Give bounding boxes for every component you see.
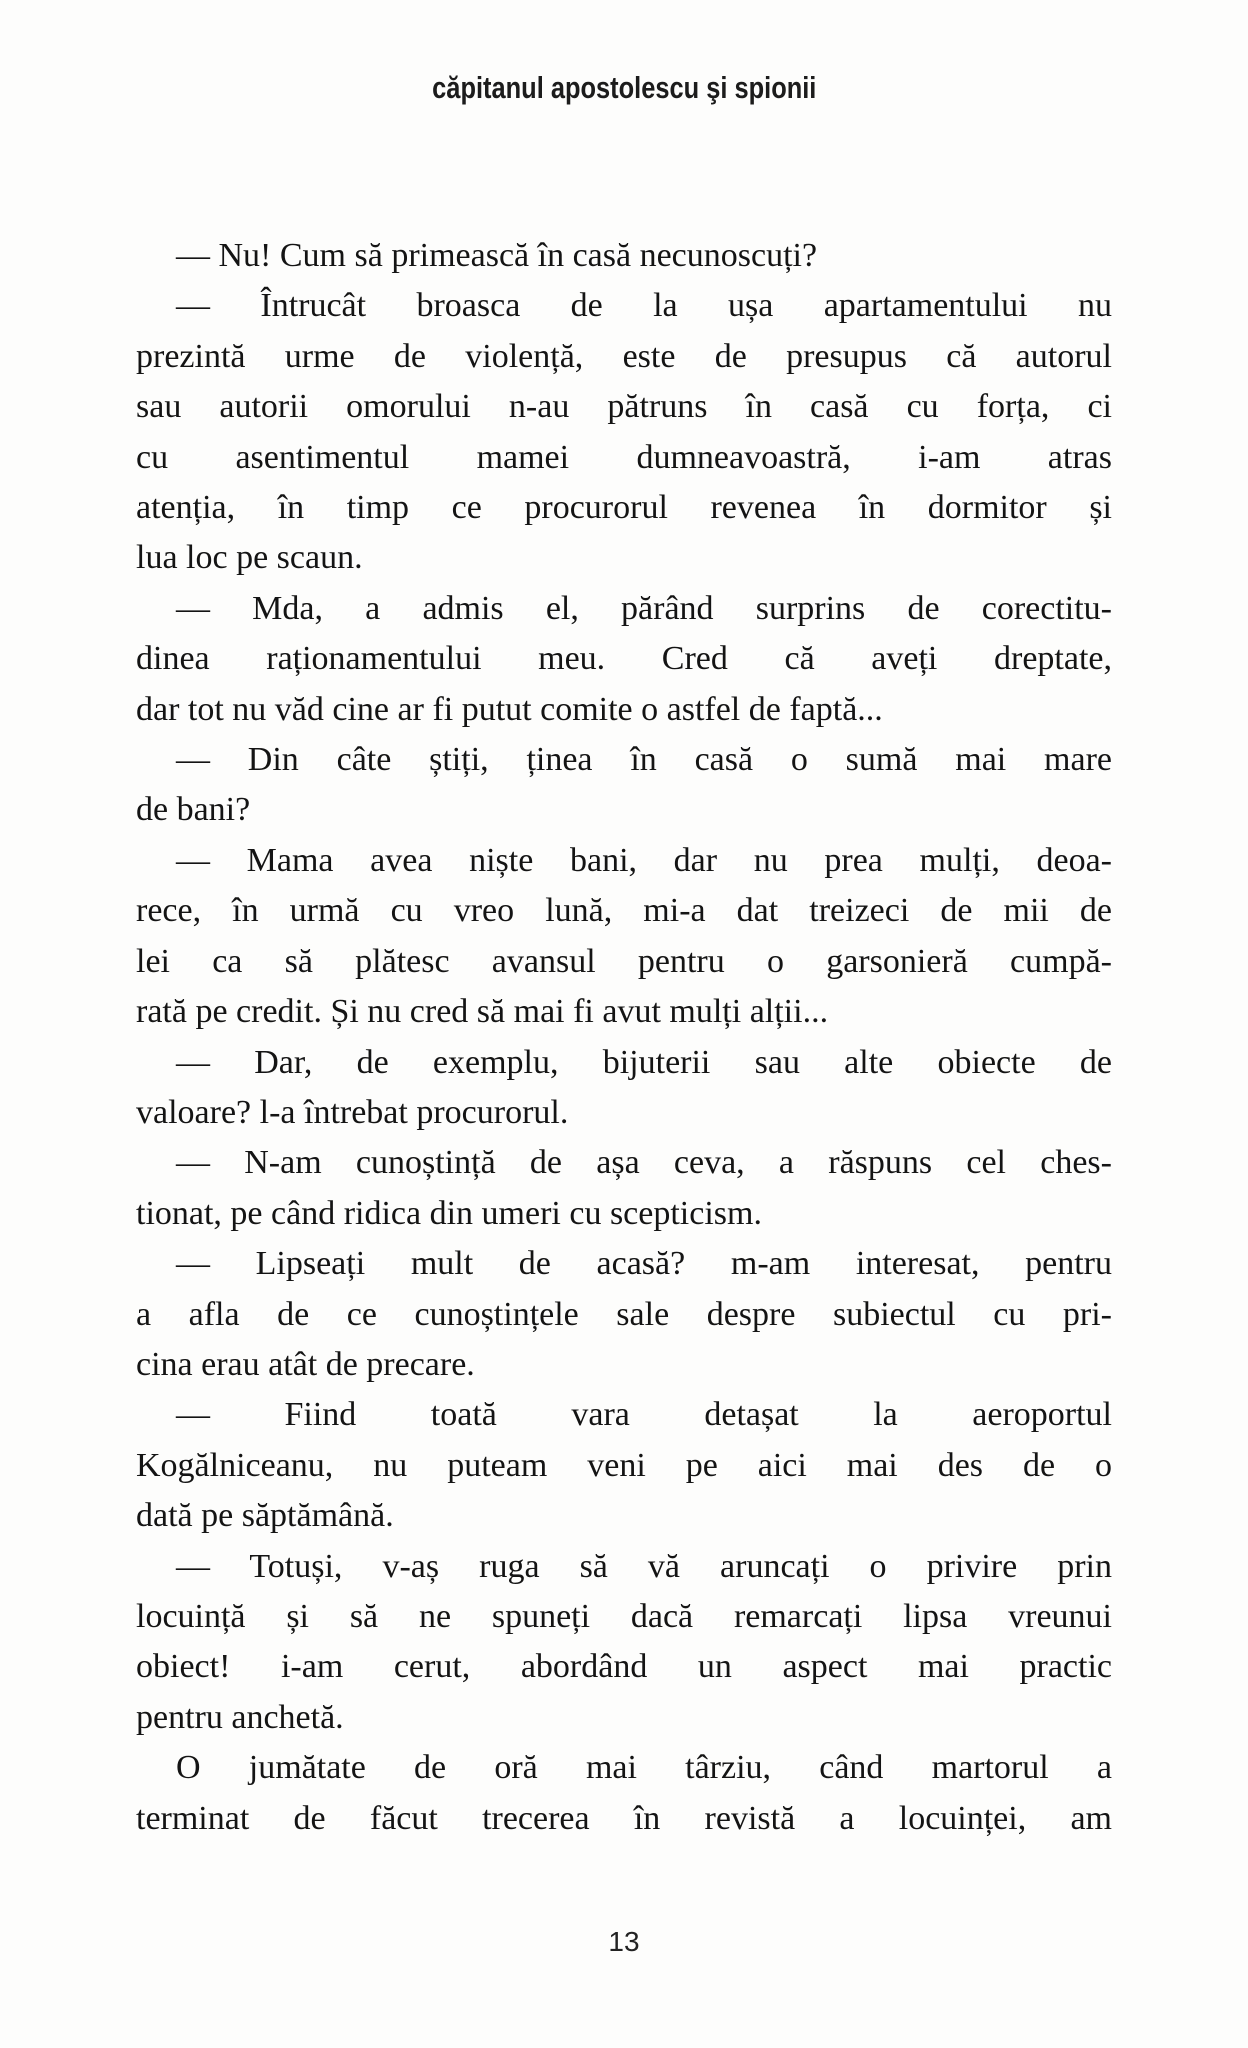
text-line: cu asentimentul mamei dumneavoastră, i-am atras xyxy=(136,438,1112,476)
running-head xyxy=(0,70,1248,106)
text-line: de bani? xyxy=(136,791,251,829)
text-line: rece, în urmă cu vreo lună, mi-a dat treizeci de mii de xyxy=(136,892,1112,930)
text-line: valoare? l-a întrebat procurorul. xyxy=(136,1093,569,1131)
text-line: terminat de făcut trecerea în revistă a locuinței, am xyxy=(136,1799,1112,1837)
text-line: — Fiind toată vara detașat la aeroportul xyxy=(176,1396,1112,1434)
text-line: sau autorii omorului n-au pătruns în casă cu forța, ci xyxy=(136,388,1112,426)
text-line: rată pe credit. Și nu cred să mai fi avut mulți alții... xyxy=(136,993,829,1031)
page-number: 13 xyxy=(608,1926,640,1957)
text-line: Kogălniceanu, nu puteam veni pe aici mai des de o xyxy=(136,1446,1112,1484)
text-line: — N-am cunoștință de așa ceva, a răspuns cel ches- xyxy=(176,1144,1112,1182)
body-text xyxy=(136,231,1112,1844)
text-line: cina erau atât de precare. xyxy=(136,1345,475,1383)
text-line: a afla de ce cunoștințele sale despre subiectul cu pri- xyxy=(136,1295,1112,1333)
text-line: obiect! i-am cerut, abordând un aspect mai practic xyxy=(136,1648,1112,1686)
text-line: — Nu! Cum să primească în casă necunoscuți? xyxy=(176,237,818,274)
text-line: pentru anchetă. xyxy=(136,1698,344,1736)
text-line: — Întrucât broasca de la ușa apartamentului nu xyxy=(176,287,1112,325)
text-line: locuință și să ne spuneți dacă remarcați lipsa vreunui xyxy=(136,1597,1112,1635)
text-line: dată pe săptămână. xyxy=(136,1497,394,1535)
text-line: — Mama avea niște bani, dar nu prea mulți, deoa- xyxy=(176,841,1112,879)
text-line: — Totuși, v-aș ruga să vă aruncați o privire prin xyxy=(176,1547,1112,1585)
running-head-title: căpitanul apostolescu şi spionii xyxy=(431,70,817,105)
text-line: atenția, în timp ce procurorul revenea în dormitor și xyxy=(136,489,1112,527)
text-line: — Mda, a admis el, părând surprins de corectitu- xyxy=(176,589,1112,627)
text-line: tionat, pe când ridica din umeri cu scepticism. xyxy=(136,1194,762,1232)
text-line: dinea raționamentului meu. Cred că aveți dreptate, xyxy=(136,640,1112,678)
text-line: — Lipseați mult de acasă? m-am interesat, pentru xyxy=(176,1245,1112,1283)
text-line: prezintă urme de violență, este de presupus că autorul xyxy=(136,337,1112,375)
text-line: lei ca să plătesc avansul pentru o garsonieră cumpă- xyxy=(136,942,1112,980)
text-line: lua loc pe scaun. xyxy=(136,539,363,577)
text-line: — Din câte știți, ținea în casă o sumă mai mare xyxy=(176,741,1112,779)
text-line: dar tot nu văd cine ar fi putut comite o astfel de faptă... xyxy=(136,690,883,728)
text-line: O jumătate de oră mai târziu, când martorul a xyxy=(176,1749,1112,1787)
text-line: — Dar, de exemplu, bijuterii sau alte obiecte de xyxy=(176,1043,1112,1081)
